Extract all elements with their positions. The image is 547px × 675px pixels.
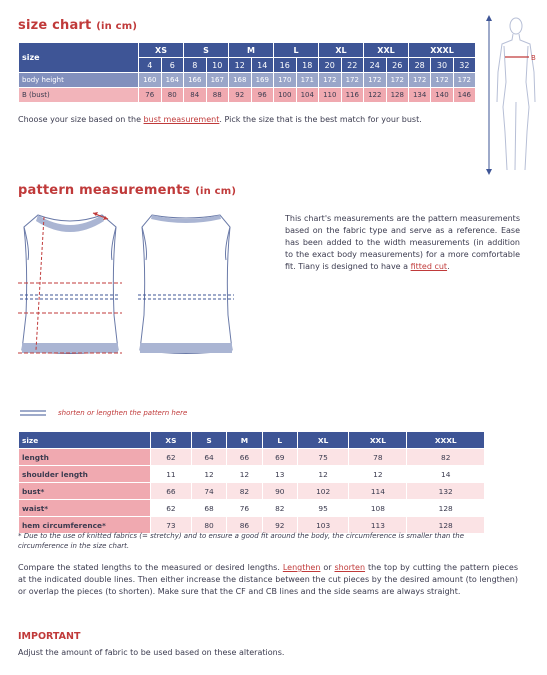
size-chart-table [18, 42, 476, 103]
back-pattern-drawing [130, 205, 242, 370]
measurement-label: shoulder length [19, 466, 151, 483]
size-header: size [19, 43, 139, 73]
size-chart-value-cell: 172 [386, 73, 409, 88]
figure-bust-label: B [531, 54, 536, 62]
measurement-value-cell: 86 [227, 517, 262, 534]
size-chart-value-cell: 168 [229, 73, 252, 88]
measurement-value-cell: 12 [227, 466, 262, 483]
measurement-header-cell: size [19, 432, 151, 449]
sub-size-cell: 22 [341, 58, 364, 73]
measurement-value-cell: 76 [227, 500, 262, 517]
size-chart-value-cell: 134 [409, 88, 431, 103]
description-text: This chart's measurements are the pattern measurements based on the fabric type and serve as a reference. Ease has been added to the width measurements (in addition to the exact body measurements) for a more comfortable fit. Tiany is designed to have a [285, 214, 520, 271]
measurement-value-cell: 114 [349, 483, 407, 500]
size-group-s: S [184, 43, 229, 58]
size-chart-note [18, 115, 483, 124]
measurement-value-cell: 82 [407, 449, 485, 466]
size-chart-value-cell: 80 [161, 88, 184, 103]
pattern-unit: (in cm) [195, 186, 237, 197]
bust-label: B (bust) [19, 88, 139, 103]
note-text: Choose your size based on the [18, 115, 144, 124]
measurement-header-cell: XXL [349, 432, 407, 449]
size-chart-value-cell: 122 [364, 88, 387, 103]
size-chart-value-cell: 169 [251, 73, 274, 88]
size-group-l: L [274, 43, 319, 58]
size-group-xxxl: XXXL [409, 43, 476, 58]
pattern-title: pattern measurements [18, 183, 191, 198]
instructions-paragraph [18, 562, 518, 598]
measurement-header-cell: XL [297, 432, 348, 449]
size-chart-value-cell: 166 [184, 73, 207, 88]
measurement-value-cell: 90 [262, 483, 297, 500]
measurement-value-cell: 82 [262, 500, 297, 517]
measurement-value-cell: 128 [407, 500, 485, 517]
size-group-xl: XL [319, 43, 364, 58]
size-group-xs: XS [139, 43, 184, 58]
size-chart-value-cell: 140 [431, 88, 453, 103]
measurement-value-cell: 62 [151, 500, 192, 517]
bust-row [19, 88, 476, 103]
measurement-value-cell: 92 [262, 517, 297, 534]
measurement-value-cell: 11 [151, 466, 192, 483]
measurement-header-cell: L [262, 432, 297, 449]
size-group-xxl: XXL [364, 43, 409, 58]
measurement-value-cell: 102 [297, 483, 348, 500]
size-chart-value-cell: 104 [296, 88, 319, 103]
instructions-text-2: the top by cutting the pattern pieces at the indicated double lines. Then either increase the distance between the cut pieces by the desired amount (to lengthen) or overlap the pieces (to shorten). Make sure that the CF and CB lines and the side seams are always straight. [18, 563, 518, 596]
instructions-text-1: Compare the stated lengths to the measured or desired lengths. [18, 563, 283, 572]
measurement-value-cell: 95 [297, 500, 348, 517]
shorten-link[interactable]: shorten [334, 563, 366, 572]
measurement-value-cell: 132 [407, 483, 485, 500]
bust-measurement-link[interactable]: bust measurement [143, 115, 220, 124]
sub-size-cell: 8 [184, 58, 207, 73]
size-chart-value-cell: 160 [139, 73, 162, 88]
size-chart-value-cell: 164 [161, 73, 184, 88]
size-chart-value-cell: 172 [431, 73, 453, 88]
description-end: . [447, 262, 450, 271]
measurement-label: bust* [19, 483, 151, 500]
measurement-header-cell: XS [151, 432, 192, 449]
measurement-value-cell: 128 [407, 517, 485, 534]
sub-size-cell: 20 [319, 58, 342, 73]
measurement-value-cell: 108 [349, 500, 407, 517]
size-group-m: M [229, 43, 274, 58]
shorten-lengthen-icon [20, 409, 46, 417]
measurement-label: waist* [19, 500, 151, 517]
sub-size-cell: 4 [139, 58, 162, 73]
measurement-value-cell: 103 [297, 517, 348, 534]
measurement-value-cell: 12 [191, 466, 226, 483]
measurement-value-cell: 69 [262, 449, 297, 466]
size-chart-heading [18, 18, 137, 33]
size-chart-unit: (in cm) [96, 21, 138, 32]
size-chart-value-cell: 84 [184, 88, 207, 103]
size-chart-value-cell: 172 [453, 73, 475, 88]
measurement-header-cell: M [227, 432, 262, 449]
instructions-text-mid: or [320, 563, 335, 572]
measurement-value-cell: 62 [151, 449, 192, 466]
size-chart-value-cell: 172 [364, 73, 387, 88]
measurement-value-cell: 80 [191, 517, 226, 534]
measurement-value-cell: 12 [297, 466, 348, 483]
measurement-label: hem circumference* [19, 517, 151, 534]
measurement-value-cell: 66 [151, 483, 192, 500]
size-chart-value-cell: 88 [206, 88, 229, 103]
size-chart-value-cell: 146 [453, 88, 475, 103]
pattern-description [285, 213, 520, 273]
size-chart-value-cell: 172 [409, 73, 431, 88]
size-chart-value-cell: 100 [274, 88, 297, 103]
measurements-table [18, 431, 485, 534]
body-figure [478, 12, 544, 177]
important-text: Adjust the amount of fabric to be used based on these alterations. [18, 648, 285, 657]
fitted-cut-link[interactable]: fitted cut [410, 262, 448, 271]
sub-size-cell: 6 [161, 58, 184, 73]
legend-text: shorten or lengthen the pattern here [58, 409, 188, 417]
size-chart-value-cell: 172 [341, 73, 364, 88]
measurement-header-cell: S [191, 432, 226, 449]
measurement-value-cell: 75 [297, 449, 348, 466]
measurement-value-cell: 113 [349, 517, 407, 534]
sub-size-cell: 24 [364, 58, 387, 73]
size-chart-value-cell: 167 [206, 73, 229, 88]
measurement-value-cell: 14 [407, 466, 485, 483]
sub-size-cell: 26 [386, 58, 409, 73]
measurement-row [19, 466, 485, 483]
sub-size-cell: 32 [453, 58, 475, 73]
measurement-value-cell: 64 [191, 449, 226, 466]
sub-size-cell: 28 [409, 58, 431, 73]
measurement-value-cell: 66 [227, 449, 262, 466]
measurements-header-row [19, 432, 485, 449]
sub-size-cell: 14 [251, 58, 274, 73]
size-chart-value-cell: 116 [341, 88, 364, 103]
pattern-heading [18, 183, 236, 198]
measurement-value-cell: 78 [349, 449, 407, 466]
measurement-value-cell: 13 [262, 466, 297, 483]
size-chart-value-cell: 128 [386, 88, 409, 103]
front-pattern-drawing [8, 205, 133, 370]
size-chart-title: size chart [18, 18, 92, 33]
measurement-value-cell: 68 [191, 500, 226, 517]
lengthen-link[interactable]: Lengthen [282, 563, 321, 572]
body-height-row [19, 73, 476, 88]
size-chart-value-cell: 76 [139, 88, 162, 103]
sub-size-cell: 16 [274, 58, 297, 73]
sub-size-cell: 10 [206, 58, 229, 73]
measurement-row [19, 500, 485, 517]
size-chart-value-cell: 170 [274, 73, 297, 88]
size-chart-value-cell: 96 [251, 88, 274, 103]
sub-size-cell: 30 [431, 58, 453, 73]
measurement-label: length [19, 449, 151, 466]
note-text-end: . Pick the size that is the best match for your bust. [219, 115, 422, 124]
body-height-label: body height [19, 73, 139, 88]
important-title: IMPORTANT [18, 631, 81, 642]
measurements-footnote: * Due to the use of knitted fabrics (= stretchy) and to ensure a good fit around the body, the circumference is smaller than the circumference in the size chart. [18, 532, 465, 550]
measurement-value-cell: 12 [349, 466, 407, 483]
measurement-value-cell: 82 [227, 483, 262, 500]
sub-size-cell: 12 [229, 58, 252, 73]
measurement-value-cell: 73 [151, 517, 192, 534]
size-chart-value-cell: 110 [319, 88, 342, 103]
measurement-header-cell: XXXL [407, 432, 485, 449]
size-chart-value-cell: 92 [229, 88, 252, 103]
size-chart-value-cell: 171 [296, 73, 319, 88]
measurement-row [19, 449, 485, 466]
sub-size-cell: 18 [296, 58, 319, 73]
size-chart-value-cell: 172 [319, 73, 342, 88]
measurement-value-cell: 74 [191, 483, 226, 500]
measurement-row [19, 483, 485, 500]
